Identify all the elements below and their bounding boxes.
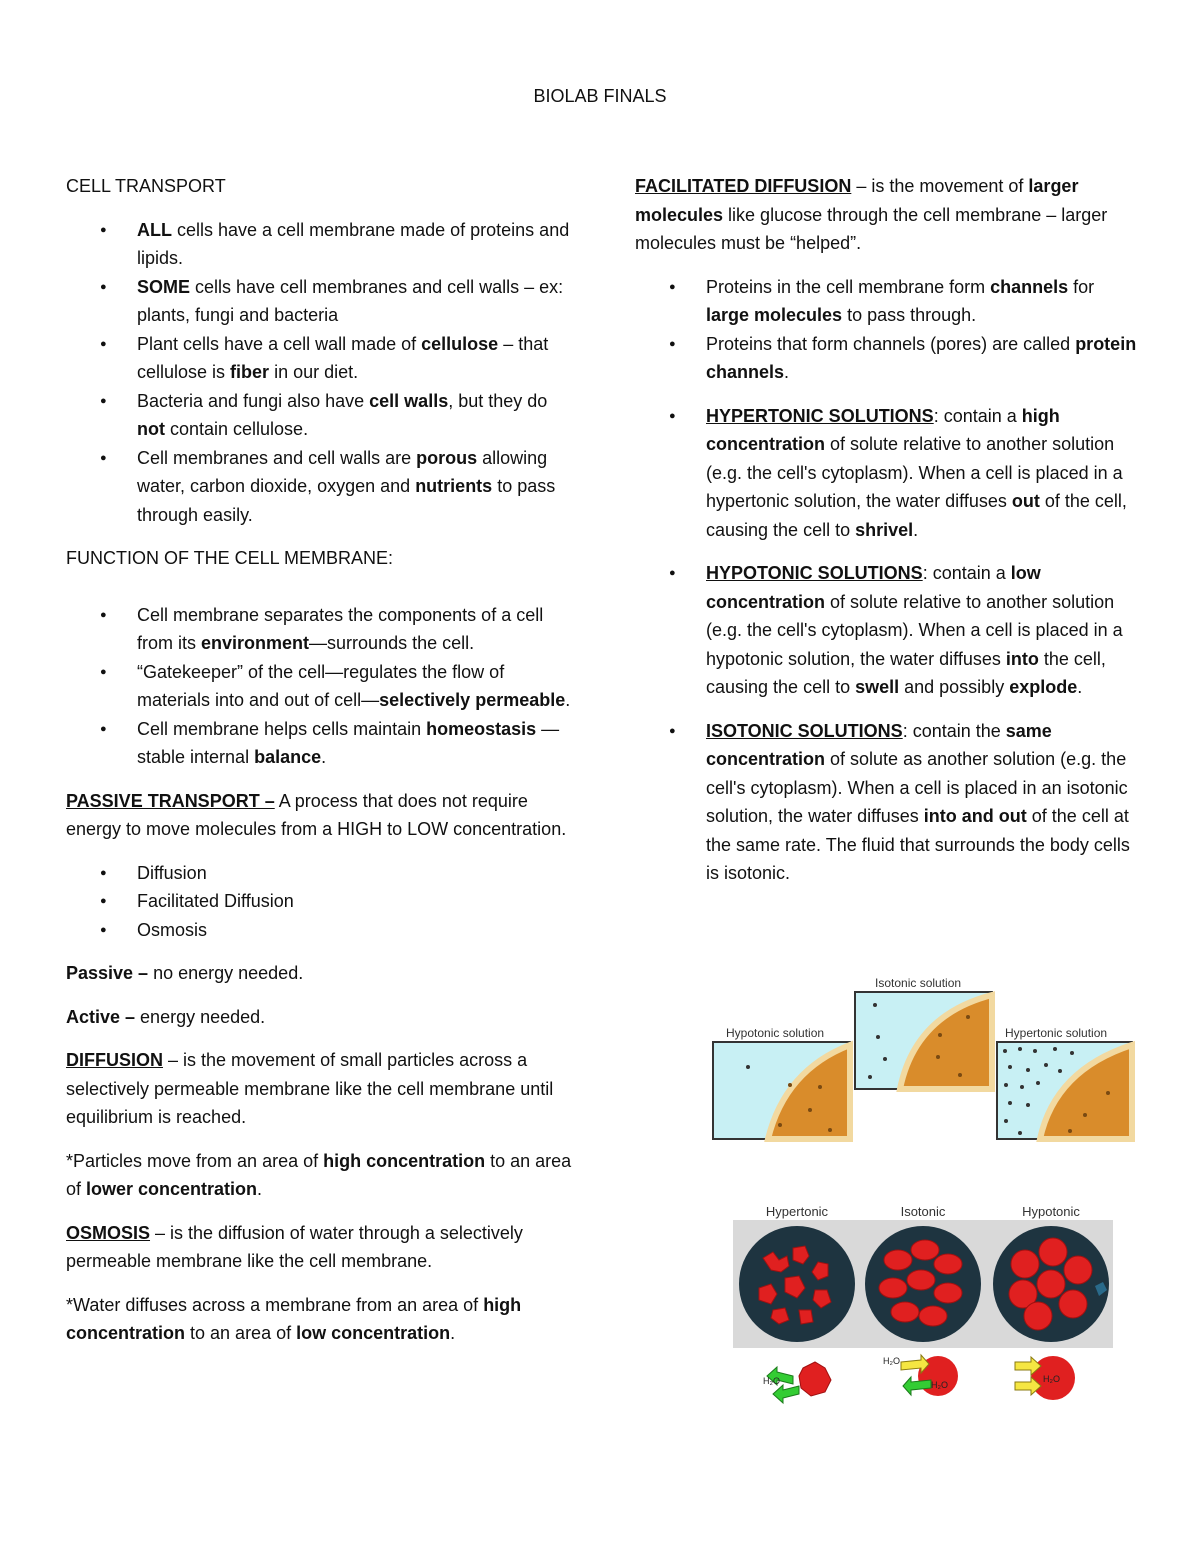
isotonic-cell-icon [883, 1355, 958, 1396]
isotonic-label: Isotonic [900, 1204, 946, 1219]
hypotonic-label: Hypotonic [1022, 1204, 1080, 1219]
isotonic-panel [855, 976, 992, 1089]
list-item: ● Proteins that form channels (pores) are called protein channels. [635, 330, 1140, 387]
hypotonic-panel [713, 1026, 850, 1139]
left-column [66, 172, 576, 1363]
cell-transport-list [66, 216, 576, 530]
facilitated-list [635, 273, 1140, 888]
water-label: H₂O [763, 1376, 780, 1386]
list-item: ● Diffusion [66, 859, 576, 888]
list-item: ● Cell membrane separates the components of a cell from its environment—surrounds the cell. [66, 601, 576, 658]
list-item-hypertonic: ● HYPERTONIC SOLUTIONS: contain a high concentration of solute relative to another solution (e.g. the cell's cytoplasm). When a cell is placed in a hypertonic solution, the water diffuses out of the cell, causing the cell to shrivel. [635, 402, 1140, 545]
list-item: ● Proteins in the cell membrane form channels for large molecules to pass through. [635, 273, 1140, 330]
hypotonic-label: Hypotonic solution [726, 1026, 825, 1040]
hypertonic-label: Hypertonic [765, 1204, 829, 1219]
right-column [635, 172, 1140, 903]
list-item: ● Cell membranes and cell walls are porous allowing water, carbon dioxide, oxygen and nutrients to pass through easily. [66, 444, 576, 530]
water-label: H₂O [1043, 1374, 1060, 1384]
isotonic-label: Isotonic solution [875, 976, 962, 990]
osmosis-note: *Water diffuses across a membrane from an area of high concentration to an area of low concentration. [66, 1294, 522, 1343]
hypertonic-panel [997, 1026, 1132, 1139]
list-item: ● SOME cells have cell membranes and cell walls – ex: plants, fungi and bacteria [66, 273, 576, 330]
list-item: ● Plant cells have a cell wall made of cellulose – that cellulose is fiber in our diet. [66, 330, 576, 387]
water-label: H₂O [883, 1356, 900, 1366]
hypotonic-dish [993, 1226, 1109, 1342]
diffusion-note: *Particles move from an area of high concentration to an area of lower concentration. [66, 1150, 572, 1199]
heading-cell-transport: CELL TRANSPORT [66, 176, 226, 196]
hypotonic-cell-icon [1015, 1356, 1075, 1400]
hypertonic-cell-icon [763, 1362, 831, 1403]
list-item-hypotonic: ● HYPOTONIC SOLUTIONS: contain a low concentration of solute relative to another solution (e.g. the cell's cytoplasm). When a cell is placed in a hypotonic solution, the water diffuses into the cell, causing the cell to swell and possibly explode. [635, 559, 1140, 702]
list-item: ● Facilitated Diffusion [66, 887, 576, 916]
heading-function: FUNCTION OF THE CELL MEMBRANE: [66, 548, 394, 568]
passive-transport-list [66, 859, 576, 945]
list-item: ● ALL cells have a cell membrane made of proteins and lipids. [66, 216, 576, 273]
hypertonic-dish [739, 1226, 855, 1342]
page-title: BIOLAB FINALS [533, 86, 667, 106]
passive-line: Passive – no energy needed. [66, 963, 304, 983]
active-line: Active – energy needed. [66, 1006, 266, 1027]
list-item: ● Osmosis [66, 916, 576, 945]
diffusion-paragraph: DIFFUSION – is the movement of small particles across a selectively permeable membrane like the cell membrane until equilibrium is reached. [66, 1050, 554, 1127]
list-item-isotonic: ● ISOTONIC SOLUTIONS: contain the same concentration of solute as another solution (e.g. the cell's cytoplasm). When a cell is placed in an isotonic solution, the water diffuses into and out of the cell at the same rate. The fluid that surrounds the body cells is isotonic. [635, 717, 1140, 888]
osmosis-paragraph: OSMOSIS – is the diffusion of water through a selectively permeable membrane like the cell membrane. [66, 1222, 523, 1271]
list-item: ● Cell membrane helps cells maintain homeostasis —stable internal balance. [66, 715, 576, 772]
function-list [66, 601, 576, 772]
facilitated-diffusion-paragraph: FACILITATED DIFFUSION – is the movement of larger molecules like glucose through the cell membrane – larger molecules must be “helped”. [635, 176, 1108, 253]
list-item: ● “Gatekeeper” of the cell—regulates the flow of materials into and out of cell—selectively permeable. [66, 658, 576, 715]
passive-transport-paragraph: PASSIVE TRANSPORT – A process that does not require energy to move molecules from a HIGH to LOW concentration. [66, 790, 567, 839]
list-item: ● Bacteria and fungi also have cell walls, but they do not contain cellulose. [66, 387, 576, 444]
water-label: H₂O [931, 1380, 948, 1390]
hypertonic-label: Hypertonic solution [1005, 1026, 1108, 1040]
red-blood-cell-diagram [733, 1198, 1113, 1408]
tonicity-solution-diagram [710, 975, 1135, 1143]
isotonic-dish [865, 1226, 981, 1342]
